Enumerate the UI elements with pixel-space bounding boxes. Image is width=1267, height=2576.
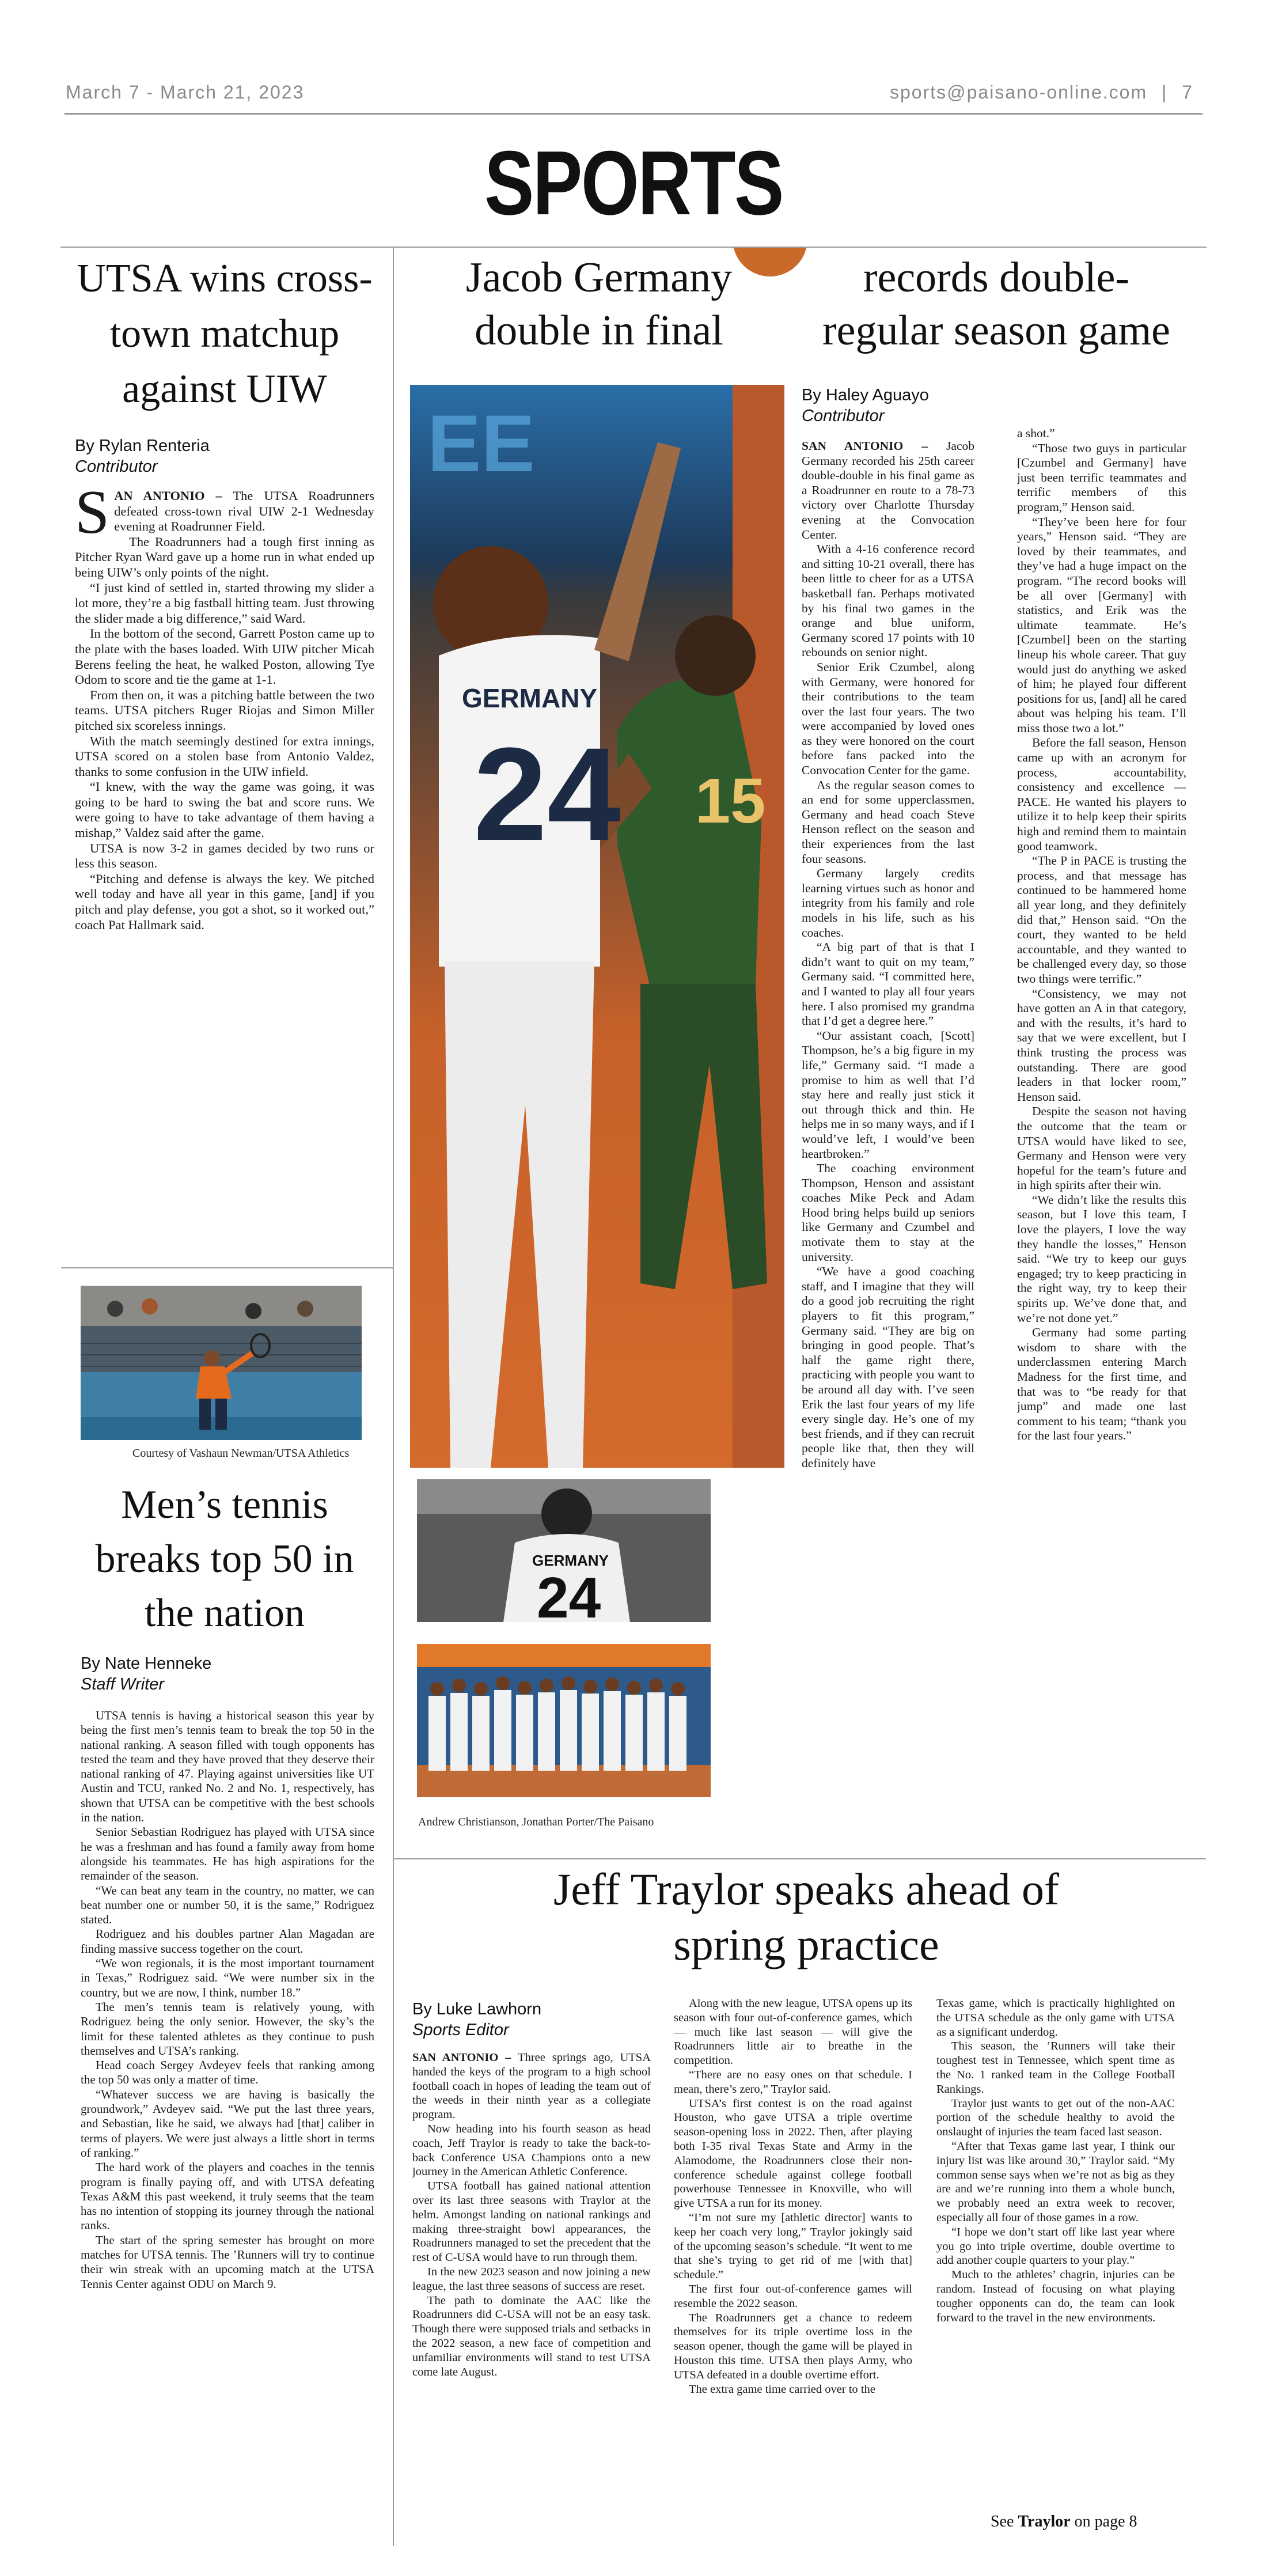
baseball-body: S AN ANTONIO – The UTSA Roadrunners defeated cross-town rival UIW 2-1 Wednesday evening at Roadrunner Field. The Roadrunners had a tough first inning as Pitcher Ryan Ward gave up a home run in what ended up being UIW’s only points of the night. “I just kind of settled in, started throwing my slider a lot more, they’re a big fastball hitting team. Just throwing the slider made a big difference,” said Ward. In the bottom of the second, Garrett Poston came up to the plate with the bases loaded. With UIW pitcher Micah Berens feeling the heat, he walked Poston, allowing Tye Odom to score and tie the game at 1-1. From then on, it was a pitching battle between the two teams. UTSA pitchers Ruger Riojas and Simon Miller pitched six scoreless innings. With the match seemingly destined for extra innings, UTSA scored on a stolen base from Antonio Valdez, thanks to some confusion in the UIW infield. “I knew, with the way the game was going, it was going to be hard to swing the bat and score runs. We were going to have to take advantage of them having a mishap,” Valdez said after the game. UTSA is now 3-2 in games decided by two runs or less this season. “Pitching and defense is always the key. We pitched well today and have all year in this game, [and] if you pitch and play defense, you got a shot, so it worked out,” coach Pat Hallmark said. [75,478,374,932]
basketball-main-photo [410,385,784,1468]
paragraph: a shot.” [1017,426,1055,440]
basketball-ball [733,248,807,276]
basketball-author: By Haley Aguayo [802,386,929,404]
basketball-dateline: SAN ANTONIO – [802,439,928,453]
tennis-photo-credit: Courtesy of Vashaun Newman/UTSA Athletics [132,1447,350,1460]
paragraph: “After that Texas game last year, I think our injury list was like around 30,” Traylor said. “My common sense says when we’re not as big as they are and we’re running into them a whole bunch, we probably need an extra week to recover, especially all four of those games in a row. [936,2139,1175,2224]
main-jersey-name: GERMANY [462,683,598,713]
baseball-byline [75,435,374,477]
football-role: Sports Editor [412,2021,509,2039]
football-col-3 [936,1997,1175,2503]
paragraph: UTSA is now 3-2 in games decided by two runs or less this season. [75,840,374,871]
team-photo [415,1642,713,1800]
germany-back-photo [415,1477,713,1624]
column-divider [393,248,394,2546]
paragraph: The first four out-of-conference games will resemble the 2022 season. [674,2282,912,2310]
paragraph: UTSA tennis is having a historical season this year by being the first men’s tennis team to break the top 50 in the national ranking. A season filled with tough opponents has tested the team and they have proved that they deserve their national ranking of 47. Playing against universities like UT Austin and TCU, ranked No. 2 and No. 1, respectively, has shown that UTSA can be competitive with the best schools in the nation. [81,1709,374,1825]
football-headline: Jeff Traylor speaks ahead of spring practice [553,1864,1060,1969]
paragraph: The men’s tennis team is relatively young, with Rodriguez being the only senior. However, the sky’s the limit for these talented athletes as they continue to push themselves and UTSA’s ranking. [81,1999,374,2058]
baseball-dropcap: S [75,478,110,547]
basketball-photo-illustration [410,385,784,1468]
paragraph: The start of the spring semester has brought on more matches for UTSA tennis. The ’Runners will try to continue their win streak with an upcoming match at the UTSA Tennis Center against ODU on March 9. [81,2233,374,2291]
germany-back-illustration [417,1479,711,1622]
team-photo-illustration [417,1644,711,1797]
paragraph: “We won regionals, it is the most important tournament in Texas,” Rodriguez said. “We were number six in the country, but we are now, I think, number 18.” [81,1956,374,1999]
baseball-author: By Rylan Renteria [75,437,210,455]
paragraph: “A big part of that is that I didn’t want to quit on my team,” Germany said. “I committed here, and I wanted to play all four years here. I also promised my grandma that I’d get a degree here.” [802,940,974,1028]
paragraph: Before the fall season, Henson came up with an acronym for process, accountability, consistency and excellence — PACE. He wanted his players to utilize it to help keep their spirits high and remind them to maintain good teamwork. [1017,736,1186,853]
section-title: SPORTS [484,132,783,234]
baseball-headline: UTSA wins cross-town matchup against UIW [77,256,373,411]
paragraph: “The P in PACE is trusting the process, and that message has continued to be hammered home all year long, and they definitely did that,” Henson said. “On the court, they wanted to be held accountable, and they wanted to be challenged every day, so those two things were terrific.” [1017,854,1186,986]
tennis-body [81,1709,374,2291]
basketball-headline-right: records double-regular season game [822,254,1171,354]
paragraph: Despite the season not having the outcome that the team or UTSA would have liked to see, Germany and Henson were very hopeful for the team’s future and in high spirits after their win. [1017,1104,1186,1192]
paragraph: Rodriguez and his doubles partner Alan Magadan are finding massive success together on the court. [81,1927,374,1956]
paragraph: Texas game, which is practically highlighted on the UTSA schedule as the only game with UTSA as a significant underdog. [936,1997,1175,2039]
paragraph: With the match seemingly destined for extra innings, UTSA scored on a stolen base from Antonio Valdez, thanks to some confusion in the UIW infield. [75,733,374,779]
article-divider-bottom [393,1858,1206,1859]
football-col-1: SAN ANTONIO – Three springs ago, UTSA handed the keys of the program to a high school football coach in hopes of leading the team out of the weeds in their ninth year as a collegiate program. Now heading into his fourth season as head coach, Jeff Traylor is ready to take the back-to-back Conference USA Champions onto a new journey in the American Athletic Conference. UTSA football has gained national attention over its last three seasons with Traylor at the helm. Amongst landing on national rankings and making three-straight bowl appearances, the Roadrunners managed to set the precedent that the rest of C-USA would have to run through them. In the new 2023 season and now joining a new league, the last three seasons of success are reset. The path to dominate the AAC like the Roadrunners did C-USA will not be an easy task. Though there were supposed trials and setbacks in the 2022 season, a new face of competition and unfamiliar environments will stand to test UTSA come late August. [412,2051,651,2378]
paragraph: “I hope we don’t start off like last year where you go into triple overtime, double overtime to add another couple quarters to your play.” [936,2225,1175,2267]
paragraph: “I knew, with the way the game was going, it was going to be hard to swing the bat and score runs. We were going to have to take advantage of them having a mishap,” Valdez said after the game. [75,779,374,840]
paragraph: UTSA football has gained national attention over its last three seasons with Traylor at the helm. Amongst landing on national rankings and making three-straight bowl appearances, the Roadrunners managed to set the precedent that the rest of C-USA would have to run through them. [412,2180,651,2264]
paragraph: “Our assistant coach, [Scott] Thompson, he’s a big figure in my life,” Germany said. “I made a promise to him as well that I’d stay here and really just stick it out through thick and thin. He helps me in so many ways, and if I would’ve left, I would’ve been heartbroken.” [802,1028,974,1161]
basketball-headline-left: Jacob Germany double in final [465,254,733,354]
paragraph: Head coach Sergey Avdeyev feels that ranking among the top 50 was only a matter of time. [81,2058,374,2087]
tennis-headline: Men’s tennis breaks top 50 in the nation [95,1483,354,1635]
paragraph: Much to the athletes’ chagrin, injuries can be random. Instead of focusing on what playing tougher opponents can do, the team can look forward to the travel in the new environments. [936,2268,1175,2324]
paragraph: With a 4-16 conference record and sitting 10-21 overall, there has been little to cheer for as a UTSA basketball fan. Perhaps motivated by his final two games in the orange and blue uniform, Germany scored 17 points with 10 rebounds on senior night. [802,542,974,660]
paragraph: Now heading into his fourth season as head coach, Jeff Traylor is ready to take the back-to-back Conference USA Champions onto a new journey in the American Athletic Conference. [412,2122,651,2179]
baseball-article [75,251,374,933]
paragraph: In the new 2023 season and now joining a new league, the last three seasons of success are reset. [412,2265,651,2293]
paragraph: UTSA’s first contest is on the road against Houston, who gave UTSA a triple overtime season-opening loss in 2022. Then, after playing both I-35 rival Texas State and Army in the Alamodome, the Roadrunners close their non-conference schedule against college football powerhouse Tennessee in Knoxville, who will give UTSA a run for its money. [674,2097,912,2210]
tennis-content [81,1653,374,2291]
paragraph: The extra game time carried over to the [689,2382,875,2396]
paragraph: As the regular season comes to an end for some upperclassmen, Germany and head coach Steve Henson reflect on the season and their experiences from the last four seasons. [802,778,974,866]
basketball-role: Contributor [802,407,885,425]
paragraph: Senior Erik Czumbel, along with Germany, were honored for their contributions to the team over the last four years. The two were accompanied by loved ones as they were honored on the court before fans packed into the Convocation Center for the game. [802,660,974,778]
paragraph: The path to dominate the AAC like the Roadrunners did C-USA will not be an easy task. Though there were supposed trials and setbacks in the 2022 season, a new face of competition and unfamiliar environments will stand to test UTSA come late August. [412,2294,651,2378]
issue-date: March 7 - March 21, 2023 [66,82,305,103]
paragraph: “They’ve been here for four years,” Henson said. “They are loved by their teammates, and they’ve had a huge impact on the program. “The record books will be all over [Germany] with statistics, and Erik was the ultimate teammate. He’s [Czumbel] been on the starting lineup his whole career. That guy would just do anything we asked of him; he played four different positions for us, [and] all he cared about was helping his team. I’ll miss those two a lot.” [1017,514,1186,735]
paragraph: The coaching environment Thompson, Henson and assistant coaches Mike Peck and Adam Hood bring helps build up seniors like Germany and Czumbel and motivate them to stay at the university. [802,1161,974,1264]
article-divider-left [61,1267,394,1268]
football-article [518,1862,1094,1972]
svg-text:EE: EE [427,398,535,488]
tennis-photo [81,1286,362,1440]
basketball-byline [802,385,974,426]
paragraph: This season, the ’Runners will take their toughest test in Tennessee, which spent time as the No. 1 ranked team in the College Football Rankings. [936,2040,1175,2096]
paragraph: Along with the new league, UTSA opens up its season with four out-of-conference games, which — much like last season — will give the Roadrunners little air to breathe in the competition. [674,1997,912,2067]
paragraph: The Roadrunners had a tough first inning as Pitcher Ryan Ward gave up a home run in what ended up being UIW’s only points of the night. [75,534,374,579]
tennis-role: Staff Writer [81,1675,165,1694]
tennis-byline [81,1653,374,1695]
header-rule [65,113,1202,115]
tennis-article [75,1478,374,1641]
tennis-author: By Nate Henneke [81,1654,212,1673]
football-author: By Luke Lawhorn [412,2000,542,2018]
football-dateline: SAN ANTONIO – [412,2051,511,2064]
paragraph: The Roadrunners get a chance to redeem themselves for its triple overtime loss in the season opener, though the game will be played in Houston this time. UTSA then plays Army, who UTSA defeated in a double overtime effort. [674,2311,912,2381]
header-contact: sports@paisano-online.com | 7 [889,82,1193,103]
football-col-2 [674,1997,912,2540]
paragraph: “We can beat any team in the country, no matter, we can beat number one or number 50, it is the same,” Rodriguez stated. [81,1883,374,1927]
football-jump-link[interactable]: See Traylor on page 8 [991,2513,1137,2530]
paragraph: The hard work of the players and coaches in the tennis program is finally paying off, and with UTSA defeating Texas A&M this past weekend, it truly seems that the team has no intention of stopping its journey through the national ranks. [81,2160,374,2233]
paragraph: “Consistency, we may not have gotten an A in that category, and with the results, it’s hard to say that we were excellent, but I think trusting the process was outstanding. There are good leaders in that locker room,” Henson said. [1017,986,1186,1104]
basketball-col-1: SAN ANTONIO – Jacob Germany recorded his 25th career double-double in his final game as a Roadrunner en route to a 78-73 victory over Charlotte Thursday evening at the Convocation Center. With a 4-16 conference record and sitting 10-21 overall, there has been little to cheer for as a UTSA basketball fan. Perhaps motivated by his final two games in the orange and blue uniform, Germany scored 17 points with 10 rebounds on senior night. Senior Erik Czumbel, along with Germany, were honored for their contributions to the team over the last four years. The two were accompanied by loved ones as they were honored on the court before fans packed into the Convocation Center for the game. As the regular season comes to an end for some upperclassmen, Germany and head coach Steve Henson reflect on the season and their experiences from the last four seasons. Germany largely credits learning virtues such as honor and integrity from his family and role models in his life, such as his coaches. “A big part of that is that I didn’t want to quit on my team,” Germany said. “I committed here, and I wanted to play all four years here. I also promised my grandma that I’d get a degree here.” “Our assistant coach, [Scott] Thompson, he’s a big figure in my life,” Germany said. “I made a promise to him as well that I’d stay here and really just stick it out through thick and thin. He helps me in so many ways, and if I would’ve left, I would’ve been heartbroken.” The coaching environment Thompson, Henson and assistant coaches Mike Peck and Adam Hood bring helps build up seniors like Germany and Czumbel and motivate them to stay at the university. “We have a good coaching staff, and I imagine that they will do a good job recruiting the right players to fit this program,” Germany said. “They are big on bringing in good people. That’s half the game right there, practicing with people you want to be around all day with. I’ve seen Erik the last four years of my life every single day. He’s one of my best friends, and if they can recruit people like that, then they will definitely have [802,439,974,1470]
paragraph: Germany had some parting wisdom to share with the underclassmen entering March Madness for the first time, and that was to “be ready for that jump” and made one last comment to his team; “thank you for the last four years.” [1017,1325,1186,1443]
section-rule [60,247,1207,248]
svg-text:GERMANY: GERMANY [532,1552,609,1569]
football-byline [412,1999,620,2040]
paragraph: Traylor just wants to get out of the non-AAC portion of the schedule healthy to avoid the onslaught of injuries the team faced last season. [936,2097,1175,2139]
paragraph: “We didn’t like the results this season, but I love this team, I love the players, I love the way they handle the losses,” Henson said. “We try to keep our guys engaged; try to keep practicing in the right way, try to keep their spirits up. We’ve done that, and we’re not done yet.” [1017,1192,1186,1325]
tennis-photo-illustration [81,1286,362,1440]
opponent-number: 15 [695,766,766,836]
paragraph: “Those two guys in particular [Czumbel and Germany] have just been terrific teammates and terrific members of this program,” Henson said. [1017,441,1186,514]
contact-email[interactable]: sports@paisano-online.com [889,82,1148,103]
paragraph: Germany largely credits learning virtues such as honor and integrity from his family and role models in his life, such as his coaches. [802,866,974,940]
baseball-dateline: AN ANTONIO – [114,488,222,503]
basketball-col-2 [1017,426,1186,1843]
paragraph: “There are no easy ones on that schedule. I mean, there’s zero,” Traylor said. [674,2068,912,2096]
page-number: 7 [1182,82,1193,103]
paragraph: In the bottom of the second, Garrett Poston came up to the plate with the bases loaded. With UIW pitcher Micah Berens feeling the heat, he walked Poston, allowing Tye Odom to score and tie the game at 1-1. [75,626,374,687]
football-jump-name: Traylor [1018,2513,1071,2530]
paragraph: “I just kind of settled in, started throwing my slider a lot more, they’re a big fastball hitting team. Just throwing the slider made a big difference,” said Ward. [75,580,374,626]
basketball-photo-credit: Andrew Christianson, Jonathan Porter/The Paisano [416,1814,656,1830]
paragraph: “I’m not sure my [athletic director] wants to keep her coach very long,” Traylor jokingly said of the upcoming season’s schedule. “It went to me that she’s trying to get rid of me [with that] schedule.” [674,2211,912,2282]
main-jersey-number: 24 [473,720,621,868]
paragraph: “We have a good coaching staff, and I imagine that they will do a good job recruiting the right players to fit this program,” Germany said. “They are big on bringing in good people. That’s half the game right there, practicing with people you want to be around all day with. I’ve seen Erik the last four years of my life every single day. He’s one of my best friends, and if they can recruit people like that, then they will definitely have [802,1264,974,1470]
paragraph: From then on, it was a pitching battle between the two teams. UTSA pitchers Ruger Riojas and Simon Miller pitched six scoreless innings. [75,687,374,733]
paragraph: “Pitching and defense is always the key. We pitched well today and have all year in this game, [and] if you pitch and play defense, you got a shot, so it worked out,” coach Pat Hallmark said. [75,871,374,932]
paragraph: Senior Sebastian Rodriguez has played with UTSA since he was a freshman and has found a family away from home alongside his teammates. He has high aspirations for the remainder of the season. [81,1825,374,1883]
paragraph: “Whatever success we are having is basically the groundwork,” Avdeyev said. “We put the last three years, and Sebastian, like he said, we always had [that] caliber in terms of players. We were just always a little short in terms of ranking.” [81,2087,374,2160]
svg-text:24: 24 [537,1566,601,1622]
baseball-role: Contributor [75,457,158,476]
